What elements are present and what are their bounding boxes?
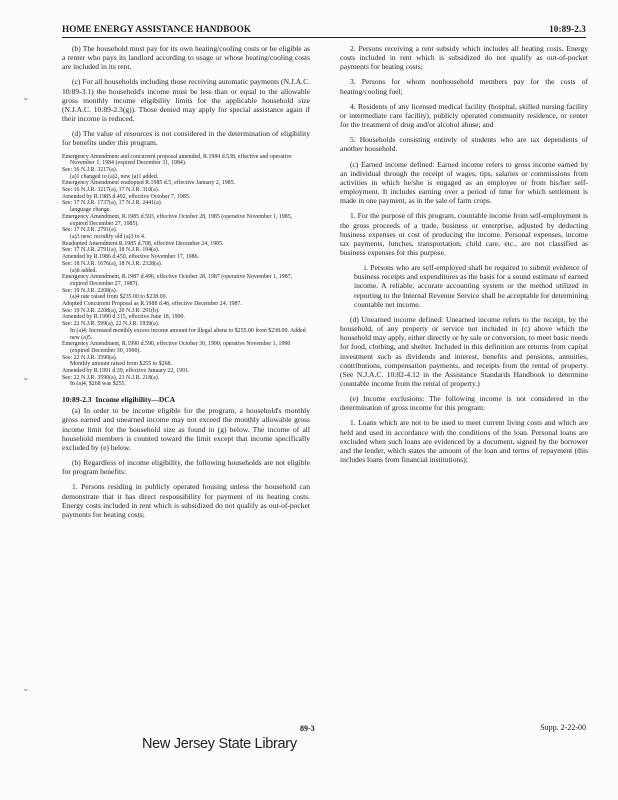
paragraph: (d) The value of resources is not considered in the determination of eligibility for benefits under this program. — [62, 129, 310, 148]
history-entry: See: 17 N.J.R. 2791(a). — [62, 227, 118, 234]
history-entry: See: 17 N.J.R. 2791(a), 18 N.J.R. 194(a). — [62, 247, 160, 254]
right-column — [340, 44, 588, 470]
history-entry: Adopted Concurrent Proposal as R.1988 d.46, effective December 24, 1987. — [62, 301, 242, 308]
history-entry: Emergency Amendment and concurrent proposal amended, R.1984 d.538, effective and operative November 1, 1984 (expired December 31, 1984). — [62, 153, 292, 167]
margin-mark: ⌄ — [22, 92, 30, 102]
section-heading-number: 10:89-2.3 — [62, 395, 92, 405]
paragraph: 1. Loans which are not to be used to meet current living costs and which are held and used in accordance with the conditions of the loan. Personal loans are excluded when such loans are evidenced by a document, signed by the borrower and the lender, which states the amount of the loan and terms of repayment (this includes loans from financial institutions); — [340, 418, 588, 465]
handbook-title: HOME ENERGY ASSISTANCE HANDBOOK — [62, 24, 252, 34]
history-entry: See: 19 N.J.R. 2208(a), 20 N.J.R. 291(b). — [62, 307, 160, 314]
history-entry: Emergency Amendment, R.1987 d.496, effective October 28, 1987 (operative November 1, 1987, expired December 27, 1987). — [62, 274, 293, 287]
history-entry: See: 16 N.J.R. 3217(a), 17 N.J.R. 310(a). — [62, 187, 160, 194]
history-entry: See: 16 N.J.R. 3217(a). — [62, 166, 118, 173]
paragraph: (c) Earned income defined: Earned income refers to gross income earned by an individual through the receipt of wages, tips, salaries or commissions from activities in which he/she is engaged as an employee or from his/her self-employment. It includes earning over a period of time for which settlement is made in one payment, as in the sale of farm crops. — [340, 159, 588, 206]
history-entry: Monthly amount raised from $255 to $268. — [70, 361, 172, 368]
history-entry: (a)3 new; recodify old (a)3 to 4. — [70, 234, 146, 240]
paragraph: 1. Persons residing in publicly operated housing unless the household can demonstrate that it has direct responsibility for payment of its heating costs. Energy costs included in rent which is subsidized do not qualify as out-of-pocket payments for heating costs; — [62, 482, 310, 519]
history-entry: See: 22 N.J.R. 599(a), 22 N.J.R. 1939(a). — [62, 321, 160, 328]
section-heading — [62, 395, 310, 404]
margin-mark: ⌄ — [22, 372, 30, 382]
paragraph: (a) In order to be income eligible for the program, a household's monthly gross earned and unearned income may not exceed the monthly allowable gross income limit for the household size as found in (g) below. The income of all household members is counted toward the limit except that income specifically excluded by (e) below. — [62, 406, 310, 452]
paragraph: (c) For all households including those receiving automatic payments (N.J.A.C. 10:89-3.1) the household's income must be less than or equal to the allowable gross monthly income eligibility limits for the applicable household size (N.J.A.C. 10:89-2.3(g)). Those denied may apply for special assistance again if their income is reduced. — [62, 77, 310, 124]
page-number: 89-3 — [300, 724, 315, 733]
history-entry: In (a)4: Increased monthly excess income amount for illegal aliens to $255.00 from $238.00. Added new (a)5. — [70, 327, 306, 341]
history-entry: (a)ii added. — [70, 267, 97, 274]
paragraph: 5. Households consisting entirely of students who are tax dependents of another household. — [340, 135, 588, 154]
history-entry: See: 19 N.J.R. 2208(a). — [62, 287, 118, 294]
history-entry: See: 22 N.J.R. 3590(a), 23 N.J.R. 218(a). — [62, 374, 160, 381]
history-entry: Emergency Amendment, R.1985 d.593, effective October 28, 1985 (operative November 1, 1985, expired December 27, 1985). — [62, 213, 293, 227]
library-stamp: New Jersey State Library — [142, 736, 297, 752]
history-notes — [62, 154, 310, 389]
paragraph: (b) Regardless of income eligibility, the following households are not eligible for program benefits: — [62, 458, 310, 477]
paragraph: (d) Unearned income defined: Unearned income refers to the receipt, by the household, of any property or service not included in (c) above which the household may apply, either directly or by sale or conversion, to meet basic needs for food, clothing, and shelter. Included in this definition are returns from capital investment such as dividends and interest, benefits and pensions, annuities, contributions, compensation payments, and receipts from the rental of property. (See N.J.A.C. 10:82-4.12 in the Assistance Standards Handbook to determine countable income from the rental of property.) — [340, 314, 588, 388]
left-column — [62, 44, 310, 525]
history-entry: (a)1 changed to (a)2, new (a)1 added. — [70, 173, 159, 180]
supplement-date: Supp. 2-22-00 — [540, 723, 586, 732]
history-entry: Amended by R.1985 d.492, effective October 7, 1985. — [62, 193, 191, 200]
history-entry: See: 18 N.J.R. 1676(a), 18 N.J.R. 2328(a). — [62, 260, 163, 267]
history-entry: Emergency Amendment readopted R.1985 d.5, effective January 2, 1985. — [62, 180, 236, 187]
history-entry: Readopted Amendment R.1985 d.708, effective December 24, 1985. — [62, 240, 224, 247]
margin-mark: ⌄ — [22, 683, 30, 693]
history-entry: In (a)4, $268 was $255. — [70, 381, 126, 388]
history-entry: Amended by R.1990 d.315, effective June 18, 1990. — [62, 314, 185, 321]
section-number: 10:89-2.3 — [549, 24, 586, 34]
paragraph: (b) The household must pay for its own heating/cooling costs or be eligible as a renter who pays its landlord according to usage or whose heating/cooling costs are included in its rent. — [62, 44, 310, 72]
paragraph: i. Persons who are self-employed shall be required to submit evidence of business receipts and expenditures as the basis for a sound estimate of earned income. A reliable, accurate accounting system or the method utilized in reporting to the Internal Revenue Service shall be acceptable for determining countable net income. — [354, 263, 588, 309]
paragraph: 3. Persons for whom nonhousehold members pay for the costs of heating/cooling fuel; — [340, 77, 588, 96]
history-entry: Emergency Amendment, R.1990 d.590, effective October 30, 1990; operative November 1, 1990 (expired December 30, 1990). — [62, 341, 291, 354]
history-entry: (a)4 rate raised from $235.00 to $238.00. — [70, 294, 168, 301]
paragraph: 1. For the purpose of this program, countable income from self-employment is the gross proceeds of a trade, business or enterprise, adjusted by deducting business expenses or cost of producing the income. Personal expenses, income tax payments, lunches, transportation, child care, etc., are not classified as business expenses for this purpose. — [340, 211, 588, 257]
history-entry: language change. — [70, 207, 111, 214]
history-entry: Amended by R.1991 d.39, effective January 22, 1991. — [62, 368, 190, 375]
history-entry: Amended by R.1986 d.450, effective November 17, 1986. — [62, 254, 199, 261]
section-heading-title: Income eligibility—DCA — [95, 395, 176, 405]
header-rule — [62, 37, 586, 38]
history-entry: See: 22 N.J.R. 3590(a). — [62, 354, 118, 361]
paragraph: (e) Income exclusions: The following income is not considered in the determination of gross income for this program: — [340, 394, 588, 413]
paragraph: 2. Persons receiving a rent subsidy which includes all heating costs. Energy costs included in rent which is subsidized do not qualify as out-of-pocket payments for heating costs; — [340, 44, 588, 72]
history-entry: See: 17 N.J.R. 1737(a), 17 N.J.R. 2441(a). — [62, 200, 163, 207]
page-header — [62, 24, 586, 36]
paragraph: 4. Residents of any licensed medical facility (hospital, skilled nursing facility or intermediate care facility), publicly operated community residence, or center for the treatment of drug and/or alcohol abuse; and — [340, 101, 588, 130]
